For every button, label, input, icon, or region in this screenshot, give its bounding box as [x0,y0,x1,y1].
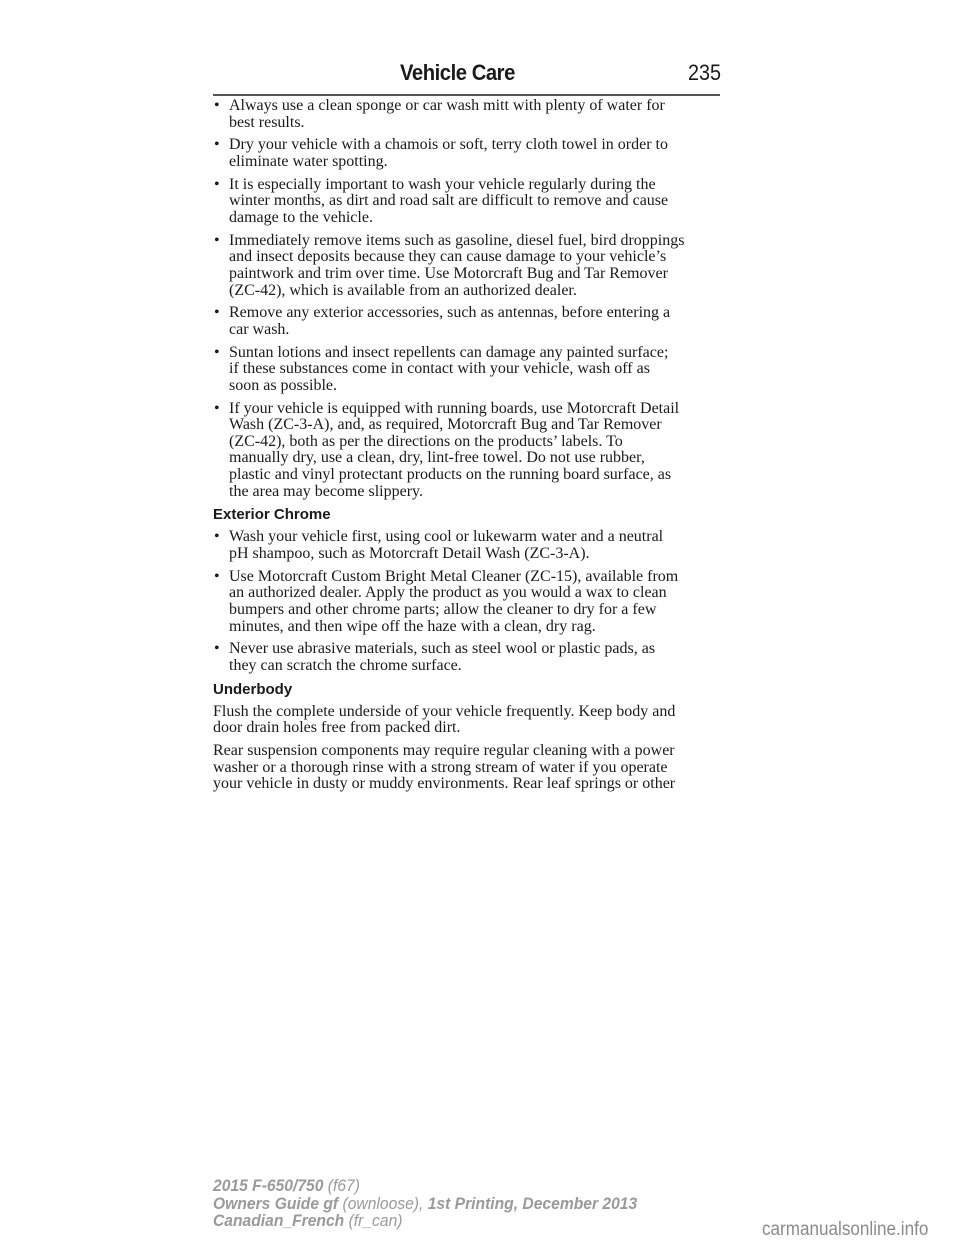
bullet-item [213,401,723,501]
bullet-icon: • [214,304,220,322]
footer-printing: 1st Printing, December 2013 [427,1193,638,1213]
bullet-item [213,137,723,170]
bullet-icon: • [214,231,220,249]
print-footer [213,1177,637,1230]
text-line: car wash. [229,320,290,338]
text-line: winter months, as dirt and road salt are difficult to remove and cause [229,192,669,210]
text-line: Flush the complete underside of your vehicle frequently. Keep body and [213,702,676,720]
section-heading: Exterior Chrome [213,506,331,524]
text-line: minutes, and then wipe off the haze with a clean, dry rag. [229,617,596,635]
bullet-item [213,233,723,299]
paragraph [213,743,723,793]
bullet-item [213,98,723,131]
text-line: Suntan lotions and insect repellents can damage any painted surface; [229,343,669,361]
text-line: the area may become slippery. [229,482,423,500]
bullet-item [213,177,723,227]
bullet-icon: • [214,528,220,546]
text-line: door drain holes free from packed dirt. [213,719,461,737]
text-line: bumpers and other chrome parts; allow the cleaner to dry for a few [229,600,657,618]
page-header-title: Vehicle Care [400,60,515,85]
page-number: 235 [688,60,722,85]
bullet-item [213,569,723,635]
text-line: manually dry, use a clean, dry, lint-free towel. Do not use rubber, [229,449,645,467]
text-line: (ZC-42), both as per the directions on the products’ labels. To [229,432,623,450]
text-line: damage to the vehicle. [229,208,373,226]
text-line: if these substances come in contact with your vehicle, wash off as [229,360,650,378]
section-heading: Underbody [213,680,293,698]
text-line: Remove any exterior accessories, such as antennas, before entering a [229,304,671,322]
page-body [213,98,723,799]
bullet-item [213,529,723,562]
footer-language: Canadian_French [213,1211,345,1230]
text-line: they can scratch the chrome surface. [229,656,462,674]
watermark: carmanualsonline.info [762,1219,929,1240]
text-line: your vehicle in dusty or muddy environments. Rear leaf springs or other [213,775,676,793]
bullet-item [213,345,723,395]
text-line: eliminate water spotting. [229,152,388,170]
text-line: pH shampoo, such as Motorcraft Detail Wash (ZC-3-A). [229,544,590,562]
text-line: paintwork and trim over time. Use Motorcraft Bug and Tar Remover [229,264,668,282]
text-line: Dry your vehicle with a chamois or soft, terry cloth towel in order to [229,136,668,154]
header-rule [213,94,720,96]
text-line: washer or a thorough rinse with a strong stream of water if you operate [213,758,668,776]
text-line: Always use a clean sponge or car wash mitt with plenty of water for [229,97,665,114]
footer-loose: (ownloose), [342,1193,424,1213]
text-line: best results. [229,113,305,131]
bullet-item [213,641,723,674]
text-line: and insect deposits because they can cause damage to your vehicle’s [229,248,667,266]
text-line: Wash your vehicle first, using cool or lukewarm water and a neutral [229,528,664,546]
text-line: Rear suspension components may require regular cleaning with a power [213,742,675,760]
text-line: plastic and vinyl protectant products on the running board surface, as [229,466,672,483]
text-line: Immediately remove items such as gasoline, diesel fuel, bird droppings [229,231,685,249]
footer-guide: Owners Guide gf [213,1193,339,1213]
bullet-icon: • [214,399,220,417]
footer-model: 2015 F-650/750 [213,1176,324,1195]
text-line: an authorized dealer. Apply the product as you would a wax to clean [229,584,667,602]
text-line: soon as possible. [229,376,337,394]
text-line: Wash (ZC-3-A), and, as required, Motorcraft Bug and Tar Remover [229,416,662,434]
bullet-icon: • [214,136,220,154]
paragraph [213,704,723,737]
text-line: Never use abrasive materials, such as steel wool or plastic pads, as [229,640,656,658]
text-line: It is especially important to wash your vehicle regularly during the [229,175,656,193]
bullet-item [213,305,723,338]
bullet-icon: • [214,97,220,114]
bullet-icon: • [214,567,220,585]
footer-code: (f67) [327,1176,360,1195]
bullet-icon: • [214,175,220,193]
text-line: Use Motorcraft Custom Bright Metal Cleaner (ZC-15), available from [229,567,679,585]
bullet-icon: • [214,343,220,361]
footer-locale: (fr_can) [348,1211,403,1230]
text-line: (ZC-42), which is available from an authorized dealer. [229,281,577,299]
bullet-icon: • [214,640,220,658]
text-line: If your vehicle is equipped with running boards, use Motorcraft Detail [229,399,680,417]
